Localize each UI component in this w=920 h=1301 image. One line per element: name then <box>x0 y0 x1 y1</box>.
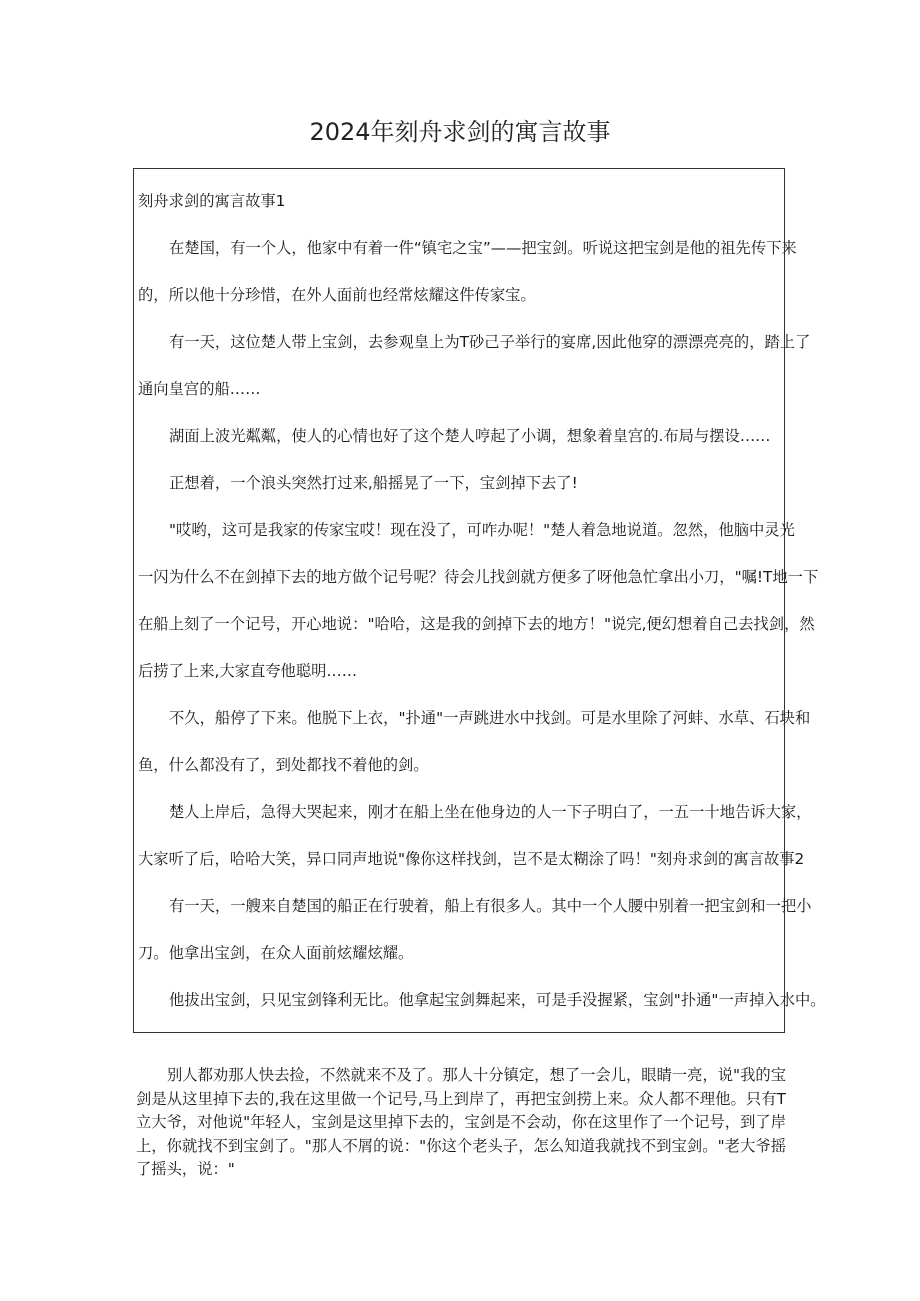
text-line: 一闪为什么不在剑掉下去的地方做个记号呢？待会儿找剑就方便多了呀他急忙拿出小刀，"嘱!T地一下 <box>138 568 819 586</box>
text-line: 在楚国，有一个人，他家中有着一件“镇宅之宝”——把宝剑。听说这把宝剑是他的祖先传下来 <box>169 239 797 257</box>
text-line: 湖面上波光粼粼，使人的心情也好了这个楚人哼起了小调，想象着皇宫的.布局与摆设…… <box>169 427 771 445</box>
text-line: 后捞了上来,大家直夸他聪明…… <box>138 662 358 680</box>
text-line: 鱼，什么都没有了，到处都找不着他的剑。 <box>138 756 429 774</box>
text-line: 通向皇宫的船…… <box>138 380 261 398</box>
box-paragraphs <box>138 225 826 1024</box>
text-line: 楚人上岸后，急得大哭起来，刚才在船上坐在他身边的人一下子明白了，一五一十地告诉大家， <box>169 803 812 821</box>
text-line: "哎哟，这可是我家的传家宝哎！现在没了，可咋办呢！"楚人着急地说道。忽然，他脑中灵光 <box>169 521 795 539</box>
text-line: 有一天，一艘来自楚国的船正在行驶着，船上有很多人。其中一个人腰中别着一把宝剑和一把小 <box>169 897 812 915</box>
text-line: 的，所以他十分珍惜，在外人面前也经常炫耀这件传家宝。 <box>138 286 536 304</box>
text-line: 有一天，这位楚人带上宝剑，去参观皇上为T砂己子举行的宴席,因此他穿的漂漂亮亮的，踏上了 <box>169 333 811 351</box>
text-line: 不久，船停了下来。他脱下上衣，"扑通"一声跳进水中找剑。可是水里除了河蚌、水草、石块和 <box>169 709 811 727</box>
text-line: 他拔出宝剑，只见宝剑锋利无比。他拿起宝剑舞起来，可是手没握紧，宝剑"扑通"一声掉入水中。 <box>169 991 826 1009</box>
text-line: 刀。他拿出宝剑，在众人面前炫耀炫耀。 <box>138 944 414 962</box>
section-heading: 刻舟求剑的寓言故事1 <box>138 192 286 210</box>
document-title: 2024年刻舟求剑的寓言故事 <box>309 118 611 146</box>
paragraph: 别人都劝那人快去捡，不然就来不及了。那人十分镇定，想了一会儿，眼睛一亮，说"我的宝剑是从这里掉下去的,我在这里做一个记号,马上到岸了，再把宝剑捞上来。众人都不理他。只有T立大爷，对他说"年轻人，宝剑是这里掉下去的，宝剑是不会动，你在这里作了一个记号，到了岸上，你就找不到宝剑了。"那人不屑的说："你这个老头子，怎么知道我就找不到宝剑。"老大爷摇了摇头，说：" <box>136 1066 786 1178</box>
bordered-text-box <box>133 168 826 1033</box>
text-line: 大家听了后，哈哈大笑，异口同声地说"像你这样找剑，岂不是太糊涂了吗！"刻舟求剑的寓言故事2 <box>138 850 805 868</box>
text-line: 在船上刻了一个记号，开心地说："哈哈，这是我的剑掉下去的地方！"说完,便幻想着自己去找剑，然 <box>138 615 815 633</box>
text-line: 正想着，一个浪头突然打过来,船摇晃了一下，宝剑掉下去了! <box>169 474 578 492</box>
continued-text <box>136 1064 786 1182</box>
